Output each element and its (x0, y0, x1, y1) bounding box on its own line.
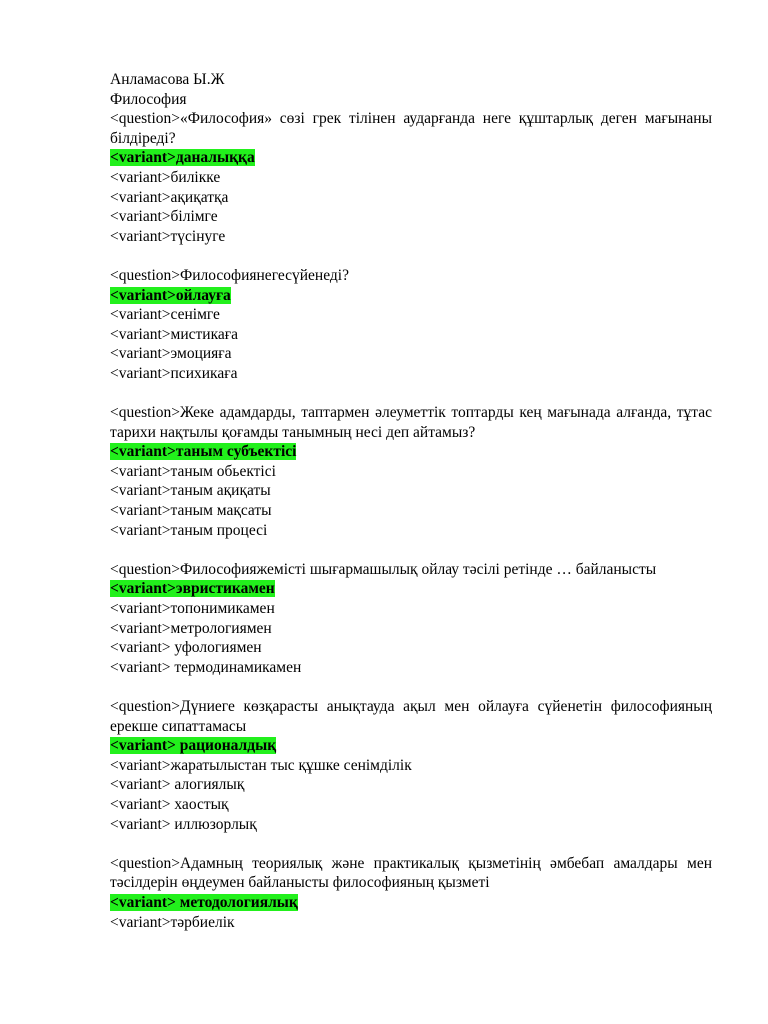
variant-item: <variant>эмоцияға (110, 345, 232, 363)
question-text: <question>Дүниеге көзқарасты анықтауда ақыл мен ойлауға сүйенетін философияның ерекше сипаттамасы (110, 698, 712, 735)
variant-item: <variant>таным обьектісі (110, 462, 276, 480)
spacer (110, 834, 712, 854)
variant-item: <variant>мистикаға (110, 325, 238, 343)
correct-variant: <variant>эвристикамен (110, 580, 275, 598)
spacer (110, 246, 712, 266)
variant-item: <variant> хаостық (110, 795, 229, 813)
variant-item: <variant>тәрбиелік (110, 913, 235, 931)
question-text: <question>«Философия» сөзі грек тілінен аударғанда неге құштарлық деген мағынаны білдіреді? (110, 110, 712, 147)
question-text: <question>Философияжемісті шығармашылық ойлау тәсілі ретінде … байланысты (110, 560, 657, 578)
document-page (110, 70, 712, 932)
correct-variant: <variant>таным субъектісі (110, 443, 297, 461)
variant-item: <variant>білімге (110, 208, 218, 226)
question-text: <question>Жеке адамдарды, таптармен әлеуметтік топтарды кең мағынада алғанда, тұтас тарихи нақтылы қоғамды танымның несі деп айтамыз? (110, 404, 712, 441)
variant-item: <variant>психикаға (110, 364, 238, 382)
correct-variant: <variant>ойлауға (110, 286, 231, 304)
spacer (110, 540, 712, 560)
variant-item: <variant>билікке (110, 168, 221, 186)
correct-variant: <variant>даналыққа (110, 149, 255, 167)
variant-item: <variant>түсінуге (110, 227, 226, 245)
variant-item: <variant>таным ақиқаты (110, 482, 271, 500)
variant-item: <variant> алогиялық (110, 776, 245, 794)
variant-item: <variant>жаратылыстан тыс құшке сенімділік (110, 756, 412, 774)
variant-item: <variant>ақиқатқа (110, 188, 229, 206)
variant-item: <variant>таным процесі (110, 521, 268, 539)
correct-variant: <variant> методологиялық (110, 893, 298, 911)
question-text: <question>Философиянегесүйенеді? (110, 266, 349, 284)
question-text: <question>Адамның теориялық және практикалық қызметінің әмбебап амалдары мен тәсілдерін өңдеумен байланысты философияның қызметі (110, 854, 712, 892)
variant-item: <variant> иллюзорлық (110, 815, 257, 833)
variant-item: <variant>метрологиямен (110, 619, 272, 637)
variant-item: <variant>топонимикамен (110, 600, 275, 618)
spacer (110, 384, 712, 404)
author-line: Анламасова Ы.Ж (110, 71, 225, 88)
subject-line: Философия (110, 90, 187, 108)
correct-variant: <variant> рационалдық (110, 737, 277, 755)
variant-item: <variant> термодинамикамен (110, 658, 302, 676)
variant-item: <variant>сенімге (110, 306, 220, 324)
variant-item: <variant>таным мақсаты (110, 502, 272, 520)
spacer (110, 677, 712, 697)
variant-item: <variant> уфологиямен (110, 639, 262, 657)
